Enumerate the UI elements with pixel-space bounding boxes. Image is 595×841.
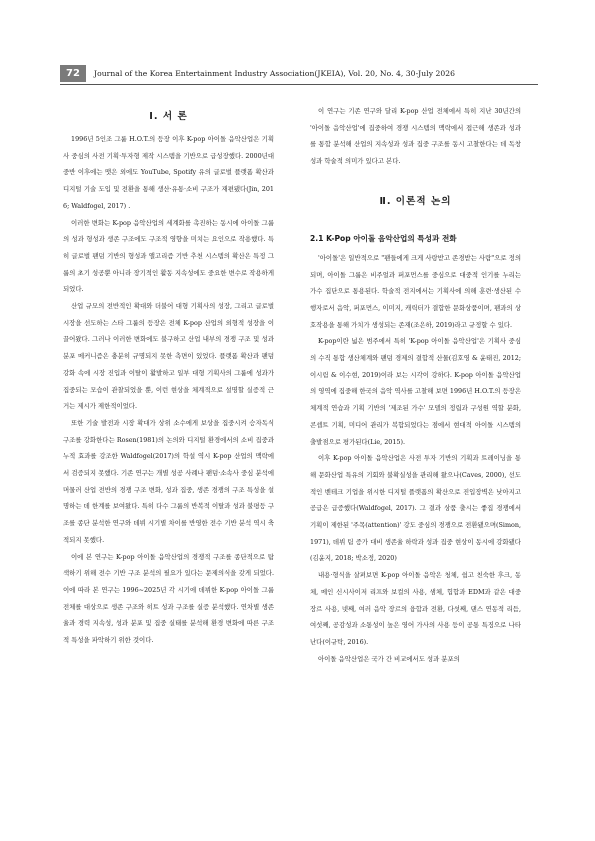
paragraph: 1996년 5인조 그룹 H.O.T.의 등장 이후 K-pop 아이돌 음악산업은 기획사 중심의 사전 기획·투자형 제작 시스템을 기반으로 급성장했다. 2000년대 중반 이후에는 맷은 외에도 YouTube, Spotify 유의 글로벌 플랫폼 확산과 디지털 기술 도입 및 전환을 통해 생산·유통·소비 구조가 재편됐다(Jin, 2016; Waldfogel, 2017) .	[63, 135, 274, 210]
paragraph: K-pop이란 넓은 범주에서 특히 'K-pop 아이돌 음악산업'은 기획사 중심의 수직 통합 생산체계와 팬덤 경제의 결합적 산물(김호영 & 윤태진, 2012; 이시림 & 이수현, 2019)이라 보는 시각이 강하다. K-pop 아이돌 음악산업의 영역에 집중해 한국의 음악 역사를 고찰해 보면 1996년 H.O.T.의 등장은 체계적 연습과 기획 기반의 '제조된 가수' 모델의 정립과 구성원 역할 분화, 콘셉트 기획, 미디어 관리가 복합되었다는 점에서 현대적 아이돌 시스템의 출발점으로 평가된다(Lie, 2015).	[310, 337, 521, 446]
paragraph: 아이돌 음악산업은 국가 간 비교에서도 성과 분포의	[318, 654, 460, 663]
paragraph: 산업 규모의 전반적인 확대와 더불어 대형 기획사의 성장, 그리고 글로벌 시장을 선도하는 스타 그룹의 등장은 전체 K-pop 산업의 외형적 성장을 이끌어왔다. 그러나 이러한 변화에도 불구하고 산업 내부의 경쟁 구조 및 성과 분포 메커니즘은 충분히 규명되지 못한 측면이 있었다. 플랫폼 확산과 팬덤 강화 속에 시장 진입과 이탈이 활발하고 일부 대형 기획사의 그룹에 성과가 집중되는 모습이 관찰되었을 뿐, 이런 현상을 체계적으로 설명할 실증적 근거는 제시가 제한적이었다.	[63, 302, 274, 411]
subsection-title: 2.1 K-Pop 아이돌 음악산업의 특성과 전화	[310, 233, 457, 243]
paragraph: 내용·형식을 살펴보면 K-pop 아이돌 음악은 청체, 쉽고 친숙한 후크, 동체, 메인 신시사이저 리프와 보컬의 사용, 샘체, 힙합과 EDM과 같은 대중 장르 사용, 넷째, 여러 음악 장르의 융합과 전환, 다섯째, 댄스 연동적 리듬, 여섯째, 공감성과 소통성이 높은 영어 가사의 사용 등이 공통 특징으로 나타난다(이규탁, 2016).	[310, 571, 521, 646]
section-title-theory: Ⅱ. 이론적 논의	[379, 195, 452, 207]
page-number: 72	[60, 65, 86, 82]
section-title-introduction: Ⅰ. 서 론	[149, 111, 188, 122]
paragraph: 이 연구는 기존 연구와 달리 K-pop 산업 전체에서 특히 지난 30년간의 '아이돌 음악산업'에 집중하여 경쟁 시스템의 맥락에서 접근해 생존과 성과를 통합 분석해 산업의 지속성과 성과 집중 구조를 동시 고찰한다는 데 독창성과 학술적 의미가 있다고 본다.	[310, 107, 521, 166]
paragraph: 또한 기술 발전과 시장 확대가 상위 소수에게 보상을 집중시켜 승자독식 구조를 강화한다는 Rosen(1981)의 논의와 디지털 환경에서의 소비 집중과 누적 효과를 강조한 Waldfogel(2017)의 학설 역시 K-pop 산업의 맥락에서 검증되지 못했다. 기존 연구는 개별 성공 사례나 팬덤·소속사 중심 분석에 머물러 산업 전반의 경쟁 구조 변화, 성과 집중, 생존 경쟁의 구조 특성을 설명하는 데 한계를 보여왔다. 특히 다수 그룹의 반복적 이탈과 성과 불평등 구조를 종단 분석한 연구와 데뷔 시기별 차이를 반영한 전수 기반 분석 역시 축적되지 못했다.	[63, 418, 274, 544]
journal-citation: Journal of the Korea Entertainment Industry Association(JKEIA), Vol. 20, No. 4, 30-July 2026	[94, 68, 456, 78]
running-header	[60, 62, 538, 85]
paragraph: 이러한 변화는 K-pop 음악산업의 세계화를 촉진하는 동시에 아이돌 그룹의 성과 형성과 생존 구조에도 구조적 영향을 미치는 요인으로 작용했다. 특히 글로벌 팬덤 기반의 형성과 앨고리즘 기반 추천 시스템의 확산은 특정 그룹의 초기 성공뿐 아니라 장기적인 활동 지속성에도 중요한 변수로 작용하게 되었다.	[63, 218, 274, 294]
paragraph: 이후 K-pop 아이돌 음악산업은 사전 투자 기반의 기획과 트레이닝을 통해 문화산업 특유의 기회와 불확실성을 관리해 왔으나(Caves, 2000), 선도적인 벤테크 기업을 위시한 디지털 플랫폼의 확산으로 진입장벽은 낮아지고 공급은 급증했다(Waldfogel, 2017). 그 결과 상품 출시는 좋집 경쟁에서 기획이 제한된 '주목(attention)' 강도 중심의 경쟁으로 전환됐으며(Simon, 1971), 데뷔 팀 증가 대비 생존율 하락과 성과 집중 현상이 동시에 강화됐다(김윤지, 2018; 박소정, 2020)	[310, 454, 521, 563]
paragraph: 이에 본 연구는 K-pop 아이돌 음악산업의 경쟁적 구조를 종단적으로 탐색하기 위해 전수 기반 구조 분석의 필요가 있다는 문제의식을 갖게 되었다. 이에 따라 본 연구는 1996~2025년 각 시기에 데뷔한 K-pop 아이돌 그룹 전체를 대상으로 생존 구조와 히트 성과 구조를 실증 분석했다. 연차별 생존율과 경력 지속성, 성과 분포 및 집중 실태를 분석해 환경 변화에 따른 구조적 특성을 파악하기 위한 것이다.	[63, 552, 274, 645]
left-column	[63, 103, 274, 649]
right-column	[310, 103, 521, 667]
paragraph: '아이돌'은 일반적으로 "팬들에게 크게 사랑받고 존경받는 사람"으로 정의되며, 아이돌 그룹은 비주얼과 퍼포먼스를 중심으로 대중적 인기를 누리는 가수 집단으로 통용된다. 학술적 전지에서는 기획사에 의해 훈련·생산된 수행자로서 음악, 퍼포먼스, 이미지, 캐릭터가 결합한 문화상품이며, 팬과의 상호작용을 통해 가치가 생성되는 존재(조은하, 2019)라고 규정할 수 있다.	[310, 253, 521, 329]
